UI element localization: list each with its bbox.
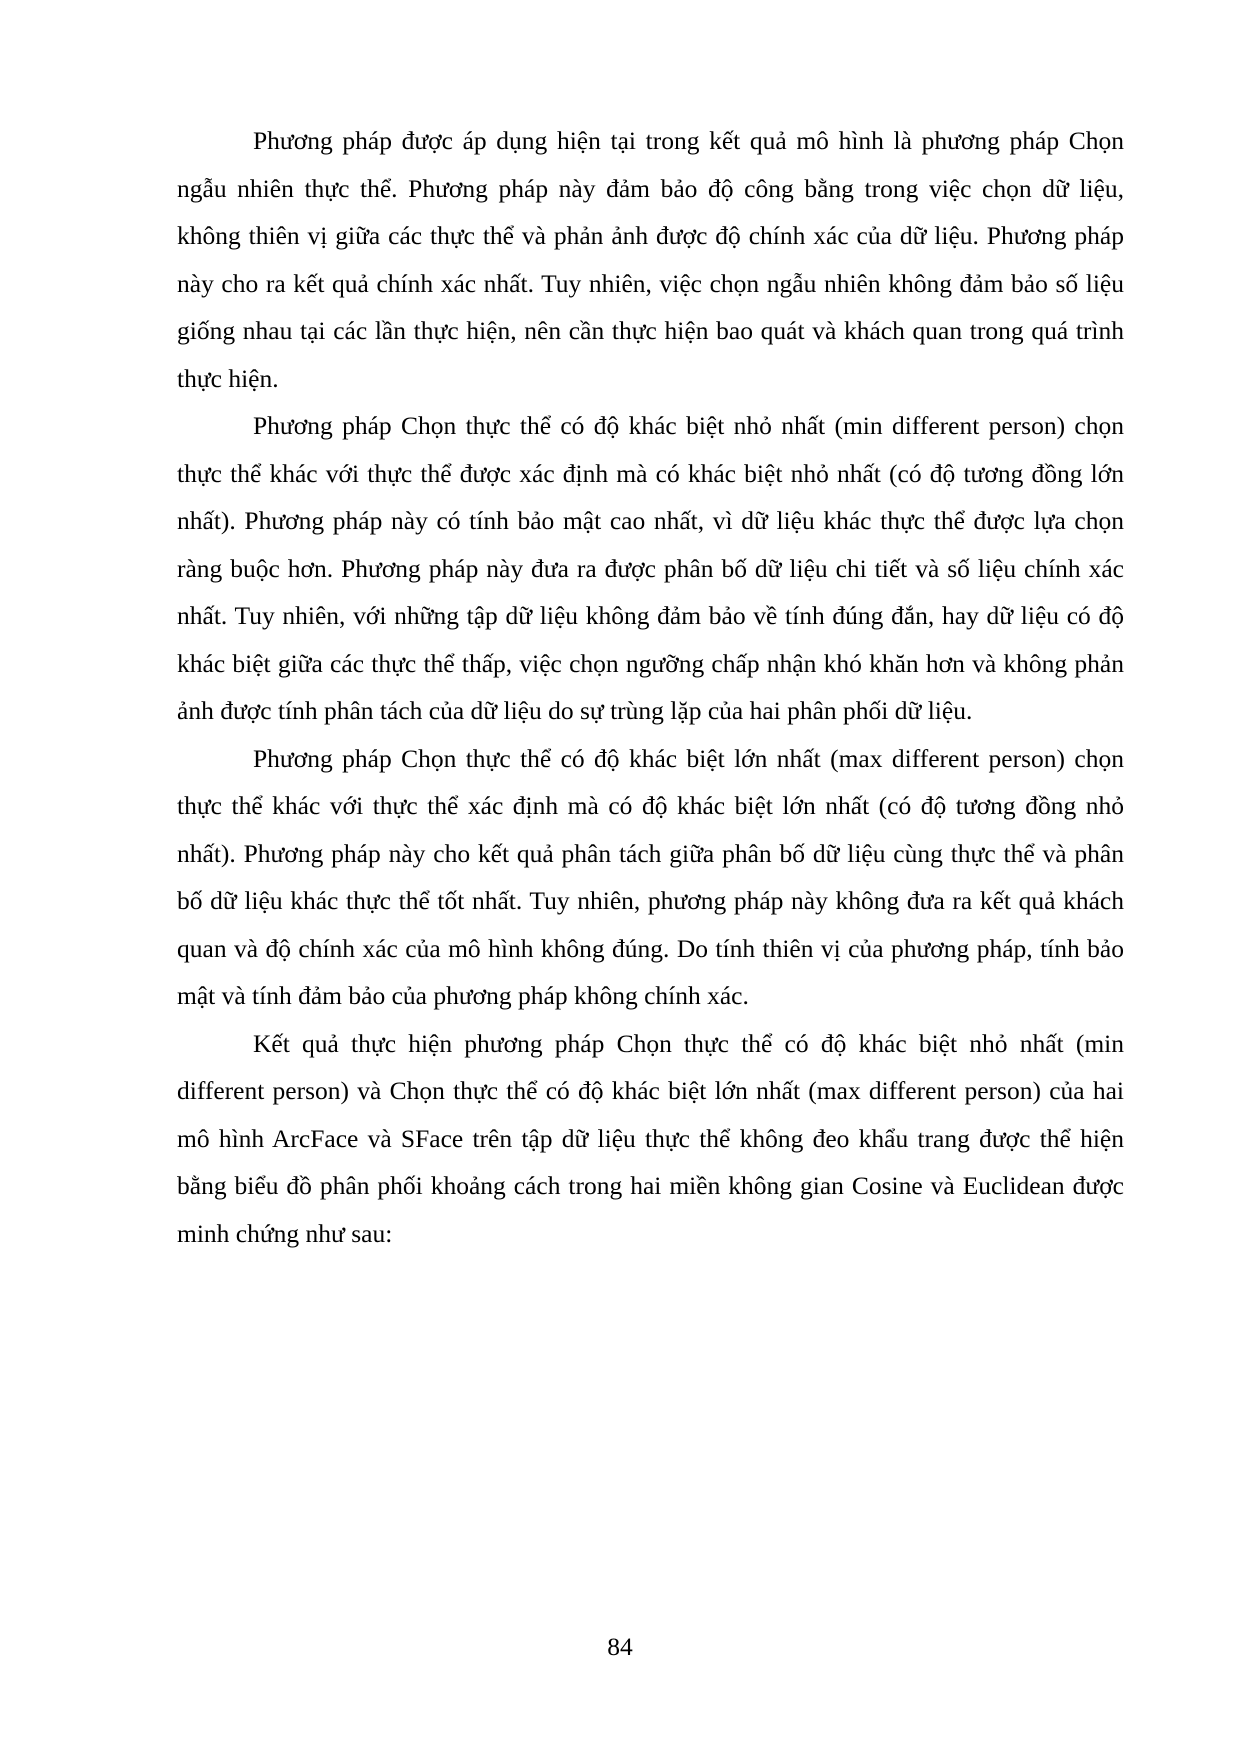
paragraph-min-different-person: Phương pháp Chọn thực thể có độ khác biệt nhỏ nhất (min different person) chọn thực thể khác với thực thể được xác định mà có khác biệt nhỏ nhất (có độ tương đồng lớn nhất). Phương pháp này có tính bảo mật cao nhất, vì dữ liệu khác thực thể được lựa chọn ràng buộc hơn. Phương pháp này đưa ra được phân bố dữ liệu chi tiết và số liệu chính xác nhất. Tuy nhiên, với những tập dữ liệu không đảm bảo về tính đúng đắn, hay dữ liệu có độ khác biệt giữa các thực thể thấp, việc chọn ngưỡng chấp nhận khó khăn hơn và không phản ảnh được tính phân tách của dữ liệu do sự trùng lặp của hai phân phối dữ liệu.	[177, 411, 1124, 725]
paragraph-random-selection: Phương pháp được áp dụng hiện tại trong kết quả mô hình là phương pháp Chọn ngẫu nhiên thực thể. Phương pháp này đảm bảo độ công bằng trong việc chọn dữ liệu, không thiên vị giữa các thực thể và phản ảnh được độ chính xác của dữ liệu. Phương pháp này cho ra kết quả chính xác nhất. Tuy nhiên, việc chọn ngẫu nhiên không đảm bảo số liệu giống nhau tại các lần thực hiện, nên cần thực hiện bao quát và khách quan trong quá trình thực hiện.	[177, 126, 1124, 393]
body-text	[177, 117, 1124, 1257]
page-number: 84	[607, 1632, 633, 1661]
paragraph-results-intro: Kết quả thực hiện phương pháp Chọn thực thể có độ khác biệt nhỏ nhất (min different person) và Chọn thực thể có độ khác biệt lớn nhất (max different person) của hai mô hình ArcFace và SFace trên tập dữ liệu thực thể không đeo khẩu trang được thể hiện bằng biểu đồ phân phối khoảng cách trong hai miền không gian Cosine và Euclidean được minh chứng như sau:	[177, 1028, 1124, 1248]
paragraph-max-different-person: Phương pháp Chọn thực thể có độ khác biệt lớn nhất (max different person) chọn thực thể khác với thực thể xác định mà có độ khác biệt lớn nhất (có độ tương đồng nhỏ nhất). Phương pháp này cho kết quả phân tách giữa phân bố dữ liệu cùng thực thể và phân bố dữ liệu khác thực thể tốt nhất. Tuy nhiên, phương pháp này không đưa ra kết quả khách quan và độ chính xác của mô hình không đúng. Do tính thiên vị của phương pháp, tính bảo mật và tính đảm bảo của phương pháp không chính xác.	[177, 743, 1124, 1010]
